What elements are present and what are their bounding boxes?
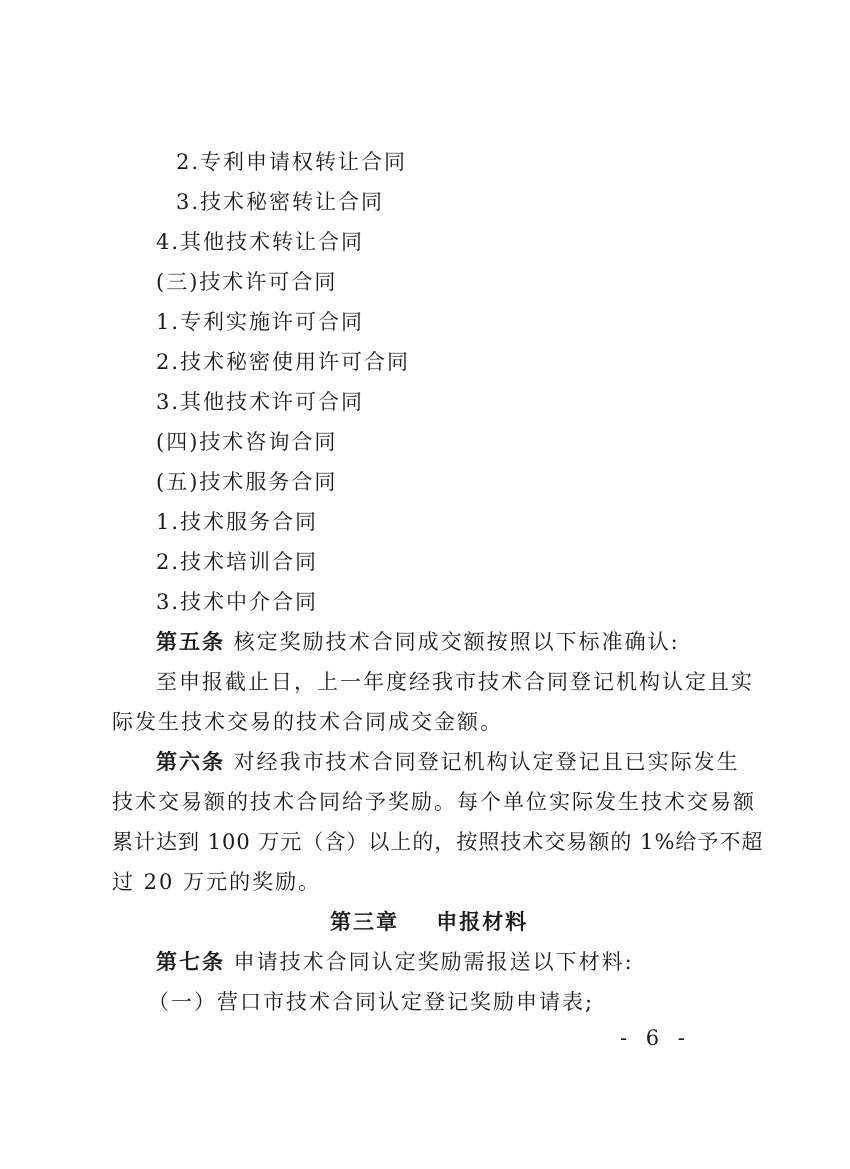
page-number: - 6 - (620, 1026, 691, 1050)
list-item: 2.技术秘密使用许可合同 (156, 350, 411, 374)
list-item: 3.其他技术许可合同 (156, 390, 365, 414)
chapter-title: 第三章 申报材料 (330, 910, 529, 934)
list-item: 2.技术培训合同 (156, 550, 319, 574)
list-item: 4.其他技术转让合同 (156, 230, 365, 254)
list-item: 3.技术中介合同 (156, 590, 319, 614)
paragraph-line: 际发生技术交易的技术合同成交金额。 (112, 710, 503, 734)
article-text: 对经我市技术合同登记机构认定登记且已实际发生 (225, 750, 740, 774)
list-item: 1.技术服务合同 (156, 510, 319, 534)
paragraph-line: 过 20 万元的奖励。 (112, 870, 322, 894)
article-7-heading (156, 948, 634, 976)
article-text: 申请技术合同认定奖励需报送以下材料: (225, 950, 634, 974)
list-item: (五)技术服务合同 (156, 470, 338, 494)
article-5-heading (156, 628, 680, 656)
list-item: (三)技术许可合同 (156, 270, 338, 294)
article-label: 第七条 (156, 950, 225, 974)
list-item: 1.专利实施许可合同 (156, 310, 365, 334)
paragraph-line: 至申报截止日，上一年度经我市技术合同登记机构认定且实 (156, 670, 754, 694)
paragraph-line: 技术交易额的技术合同给予奖励。每个单位实际发生技术交易额 (112, 790, 756, 814)
article-label: 第六条 (156, 750, 225, 774)
article-label: 第五条 (156, 630, 225, 654)
article-6-heading (156, 748, 740, 776)
list-item: (四)技术咨询合同 (156, 430, 338, 454)
paragraph-line: 累计达到 100 万元（含）以上的，按照技术交易额的 1%给予不超 (112, 830, 764, 854)
article-text: 核定奖励技术合同成交额按照以下标准确认: (225, 630, 680, 654)
list-item: 2.专利申请权转让合同 (176, 150, 408, 174)
list-item: （一）营口市技术合同认定登记奖励申请表; (148, 990, 595, 1014)
list-item: 3.技术秘密转让合同 (176, 190, 385, 214)
